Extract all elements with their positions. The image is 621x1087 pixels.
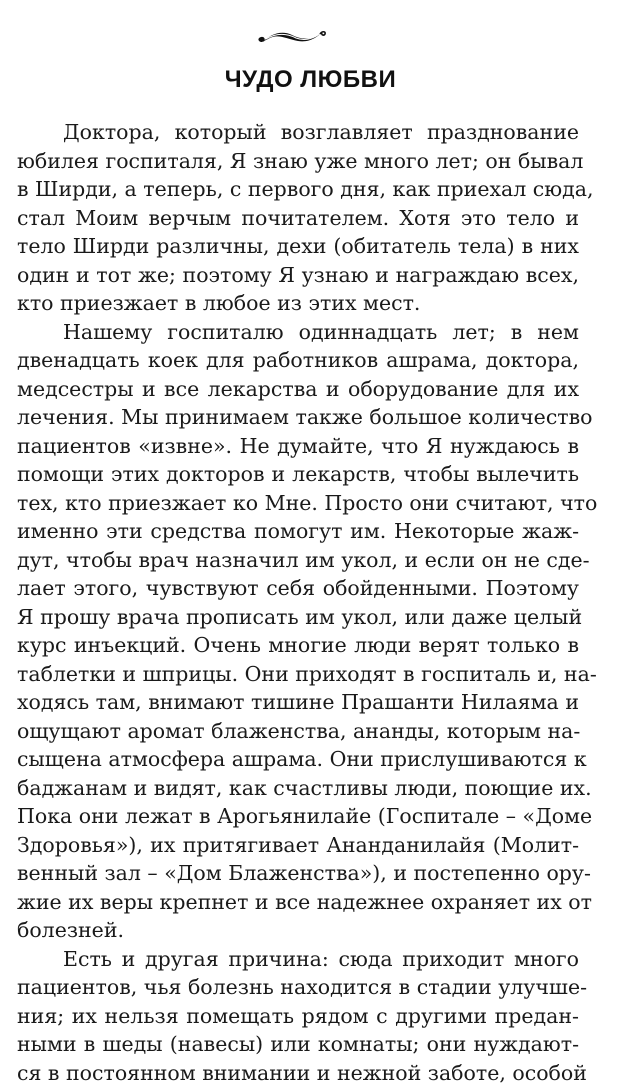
paragraph-1 — [17, 118, 579, 318]
text-line: тело Ширди различны, дехи (обитатель тела) в них — [17, 232, 579, 261]
text-line: Доктора, который возглавляет празднование — [17, 118, 579, 147]
text-line: жие их веры крепнет и все надежнее охраняет их от — [17, 888, 579, 917]
text-line: пациентов, чья болезнь находится в стадии улучше- — [17, 973, 579, 1002]
text-line: один и тот же; поэтому Я узнаю и награждаю всех, — [17, 261, 579, 290]
text-line: сыщена атмосфера ашрама. Они прислушиваются к — [17, 745, 579, 774]
text-line: тех, кто приезжает ко Мне. Просто они считают, что — [17, 489, 579, 518]
text-line: баджанам и видят, как счастливы люди, поющие их. — [17, 774, 579, 803]
paragraph-2 — [17, 318, 579, 945]
text-line: медсестры и все лекарства и оборудование для их — [17, 375, 579, 404]
text-line: таблетки и шприцы. Они приходят в госпиталь и, на- — [17, 660, 579, 689]
text-line: ходясь там, внимают тишине Прашанти Нилаяма и — [17, 688, 579, 717]
text-line: Нашему госпиталю одиннадцать лет; в нем — [17, 318, 579, 347]
text-line: пациентов «извне». Не думайте, что Я нуждаюсь в — [17, 432, 579, 461]
text-line: Пока они лежат в Арогьянилайе (Госпитале – «Доме — [17, 802, 579, 831]
text-line: в Ширди, а теперь, с первого дня, как приехал сюда, — [17, 175, 579, 204]
text-line: ся в постоянном внимании и нежной заботе, особой — [17, 1059, 579, 1087]
text-line: курс инъекций. Очень многие люди верят только в — [17, 631, 579, 660]
text-line: кто приезжает в любое из этих мест. — [17, 289, 579, 318]
text-line: лает этого, чувствуют себя обойденными. Поэтому — [17, 574, 579, 603]
paragraph-3 — [17, 945, 579, 1087]
text-line: стал Моим верчым почитателем. Хотя это тело и — [17, 204, 579, 233]
text-line: двенадцать коек для работников ашрама, доктора, — [17, 346, 579, 375]
text-line: помощи этих докторов и лекарств, чтобы вылечить — [17, 460, 579, 489]
text-line: ния; их нельзя помещать рядом с другими предан- — [17, 1002, 579, 1031]
text-line: ощущают аромат блаженства, ананды, которым на- — [17, 717, 579, 746]
text-line: именно эти средства помогут им. Некоторые жаж- — [17, 517, 579, 546]
text-line: Здоровья»), их притягивает Ананданилайя (Молит- — [17, 831, 579, 860]
chapter-title: ЧУДО ЛЮБВИ — [0, 66, 621, 94]
text-line: юбилея госпиталя, Я знаю уже много лет; он бывал — [17, 147, 579, 176]
text-line: Я прошу врача прописать им укол, или даже целый — [17, 603, 579, 632]
text-line: венный зал – «Дом Блаженства»), и постепенно ору- — [17, 859, 579, 888]
text-line: дут, чтобы врач назначил им укол, и если он не сде- — [17, 546, 579, 575]
text-line: лечения. Мы принимаем также большое количество — [17, 403, 579, 432]
body-text — [17, 118, 579, 1087]
text-line: Есть и другая причина: сюда приходит много — [17, 945, 579, 974]
flourish-ornament-icon — [256, 26, 328, 48]
text-line: ными в шеды (навесы) или комнаты; они нуждают- — [17, 1030, 579, 1059]
text-line: болезней. — [17, 916, 579, 945]
